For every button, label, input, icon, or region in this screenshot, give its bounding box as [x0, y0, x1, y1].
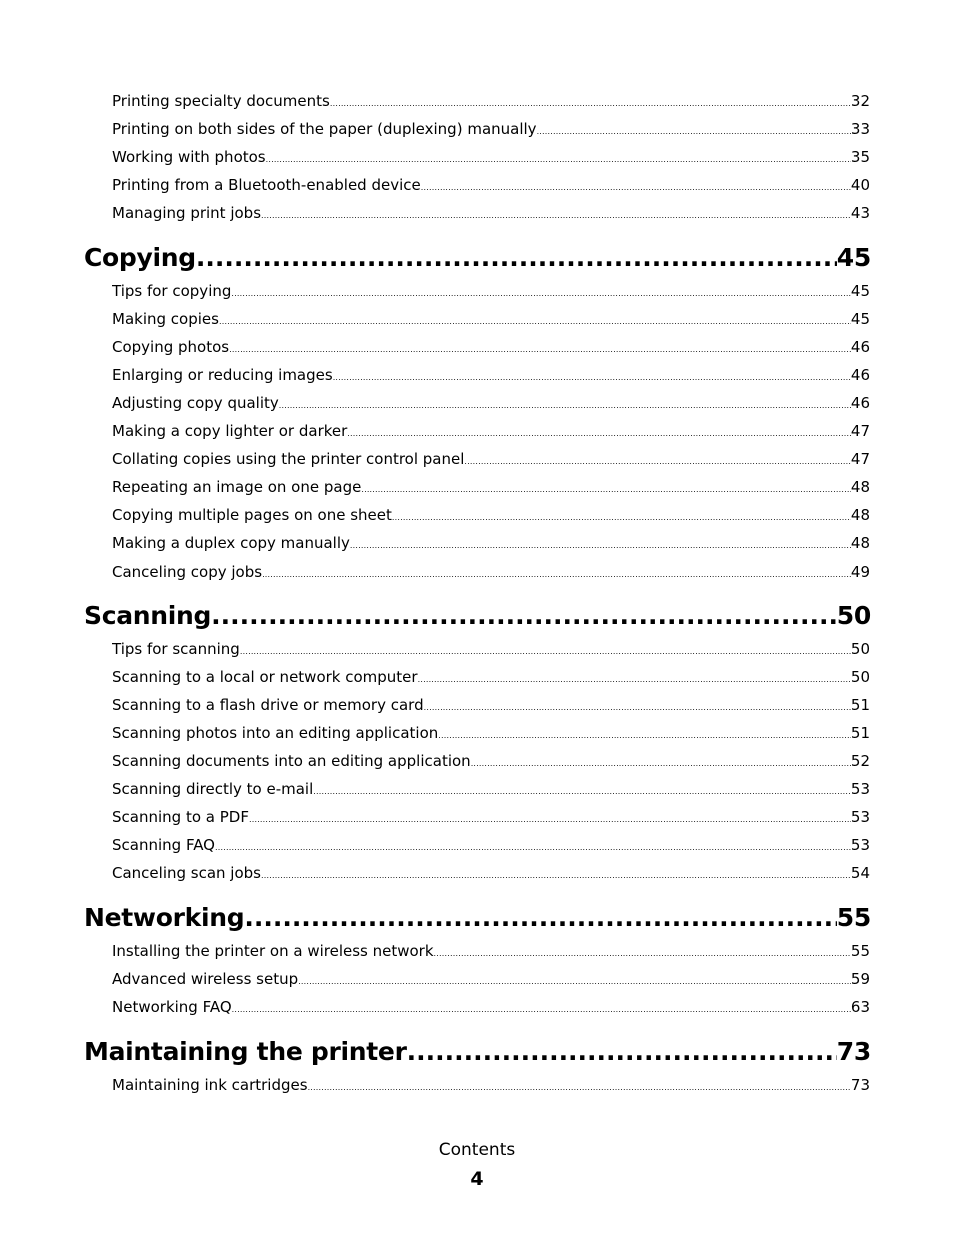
- toc-entry-title: Copying photos: [112, 338, 230, 356]
- toc-entry-page: 50: [850, 668, 870, 686]
- toc-leader-dots: [333, 367, 851, 386]
- toc-leader-dots: [464, 451, 851, 470]
- toc-entry[interactable]: [112, 666, 870, 688]
- toc-entry-page: 48: [850, 506, 870, 524]
- toc-entry-page: 59: [850, 970, 870, 988]
- toc-entry-page: 49: [850, 563, 870, 581]
- toc-entry[interactable]: [112, 638, 870, 660]
- toc-entry-title: Scanning to a flash drive or memory card: [112, 696, 424, 714]
- toc-entry-title: Printing from a Bluetooth-enabled device: [112, 176, 421, 194]
- toc-entry[interactable]: [112, 280, 870, 302]
- toc-entry-title: Making copies: [112, 310, 219, 328]
- toc-entry-title: Copying multiple pages on one sheet: [112, 506, 392, 524]
- toc-entry[interactable]: [112, 504, 870, 526]
- toc-leader-dots: [266, 149, 851, 168]
- toc-section-title: Copying: [84, 243, 196, 272]
- toc-section-page: 45: [836, 243, 871, 272]
- toc-entry-page: 46: [850, 394, 870, 412]
- toc-leader-dots: [244, 901, 836, 935]
- toc-entry-title: Scanning to a local or network computer: [112, 668, 418, 686]
- toc-entry-page: 50: [850, 640, 870, 658]
- toc-entry-page: 53: [850, 808, 870, 826]
- toc-entry-page: 54: [850, 864, 870, 882]
- toc-entry-title: Scanning photos into an editing application: [112, 724, 439, 742]
- toc-entry-page: 33: [850, 120, 870, 138]
- toc-entry-title: Collating copies using the printer control panel: [112, 450, 465, 468]
- toc-entry[interactable]: [112, 476, 870, 498]
- toc-entry-page: 35: [850, 148, 870, 166]
- toc-entry-page: 47: [850, 450, 870, 468]
- toc-leader-dots: [298, 971, 851, 990]
- toc-section-maintaining-the-printer[interactable]: [84, 1035, 871, 1069]
- footer-page-number: 4: [470, 1168, 484, 1190]
- toc-entry-page: 51: [850, 696, 870, 714]
- toc-leader-dots: [196, 241, 837, 275]
- toc-entry[interactable]: [112, 90, 870, 112]
- toc-leader-dots: [537, 121, 851, 140]
- toc-entry-page: 43: [850, 204, 870, 222]
- toc-leader-dots: [308, 1077, 851, 1096]
- toc-leader-dots: [313, 781, 851, 800]
- toc-entry[interactable]: [112, 420, 870, 442]
- toc-section-networking[interactable]: [84, 901, 871, 935]
- toc-entry-title: Printing on both sides of the paper (duplexing) manually: [112, 120, 537, 138]
- toc-section-scanning[interactable]: [84, 599, 871, 633]
- toc-leader-dots: [330, 93, 851, 112]
- toc-entry-title: Making a duplex copy manually: [112, 534, 350, 552]
- toc-entry-page: 55: [850, 942, 870, 960]
- toc-entry[interactable]: [112, 336, 870, 358]
- toc-entry-page: 53: [850, 836, 870, 854]
- footer-section-label: Contents: [438, 1140, 516, 1160]
- toc-entry-title: Making a copy lighter or darker: [112, 422, 348, 440]
- toc-entry-title: Tips for copying: [112, 282, 232, 300]
- toc-section-title: Networking: [84, 903, 245, 932]
- toc-leader-dots: [350, 535, 851, 554]
- toc-leader-dots: [424, 697, 851, 716]
- toc-leader-dots: [279, 395, 851, 414]
- toc-leader-dots: [361, 479, 851, 498]
- toc-entry-page: 63: [850, 998, 870, 1016]
- toc-entry-title: Canceling copy jobs: [112, 563, 263, 581]
- toc-leader-dots: [421, 177, 851, 196]
- toc-entry[interactable]: [112, 722, 870, 744]
- toc-leader-dots: [392, 507, 851, 526]
- toc-entry[interactable]: [112, 694, 870, 716]
- toc-entry-title: Scanning FAQ: [112, 836, 215, 854]
- toc-leader-dots: [418, 669, 851, 688]
- toc-leader-dots: [262, 564, 851, 583]
- toc-entry[interactable]: [112, 146, 870, 168]
- toc-entry-page: 45: [850, 282, 870, 300]
- toc-entry-title: Managing print jobs: [112, 204, 262, 222]
- toc-leader-dots: [249, 809, 851, 828]
- toc-leader-dots: [215, 837, 851, 856]
- toc-entry-title: Maintaining ink cartridges: [112, 1076, 308, 1094]
- toc-entry-title: Enlarging or reducing images: [112, 366, 333, 384]
- toc-entry[interactable]: [112, 778, 870, 800]
- toc-entry[interactable]: [112, 448, 870, 470]
- toc-entry-page: 47: [850, 422, 870, 440]
- toc-entry-title: Scanning to a PDF: [112, 808, 249, 826]
- toc-entry-title: Advanced wireless setup: [112, 970, 299, 988]
- toc-entry[interactable]: [112, 174, 870, 196]
- toc-leader-dots: [434, 943, 851, 962]
- toc-entry-page: 46: [850, 366, 870, 384]
- toc-entry-page: 73: [850, 1076, 870, 1094]
- toc-entry[interactable]: [112, 806, 870, 828]
- toc-section-title: Maintaining the printer: [84, 1037, 407, 1066]
- toc-leader-dots: [438, 725, 851, 744]
- toc-leader-dots: [471, 753, 851, 772]
- toc-section-page: 73: [836, 1037, 871, 1066]
- toc-entry-title: Networking FAQ: [112, 998, 232, 1016]
- toc-entry-page: 46: [850, 338, 870, 356]
- toc-leader-dots: [229, 339, 851, 358]
- toc-leader-dots: [347, 423, 851, 442]
- toc-entry-page: 53: [850, 780, 870, 798]
- toc-entry-title: Working with photos: [112, 148, 266, 166]
- toc-entry[interactable]: [112, 118, 870, 140]
- toc-entry-page: 51: [850, 724, 870, 742]
- toc-entry[interactable]: [112, 862, 870, 884]
- toc-entry-title: Scanning directly to e-mail: [112, 780, 314, 798]
- toc-entry-page: 32: [850, 92, 870, 110]
- toc-entry-page: 48: [850, 478, 870, 496]
- toc-entry[interactable]: [112, 834, 870, 856]
- toc-entry[interactable]: [112, 532, 870, 554]
- toc-entry-title: Installing the printer on a wireless network: [112, 942, 434, 960]
- toc-entry[interactable]: [112, 996, 870, 1018]
- toc-entry-title: Repeating an image on one page: [112, 478, 362, 496]
- toc-entry-page: 48: [850, 534, 870, 552]
- toc-entry-page: 40: [850, 176, 870, 194]
- toc-section-title: Scanning: [84, 601, 212, 630]
- toc-entry-title: Scanning documents into an editing application: [112, 752, 471, 770]
- toc-entry-title: Canceling scan jobs: [112, 864, 261, 882]
- toc-leader-dots: [261, 865, 851, 884]
- toc-entry[interactable]: [112, 392, 870, 414]
- toc-entry[interactable]: [112, 364, 870, 386]
- toc-entry[interactable]: [112, 1074, 870, 1096]
- toc-entry[interactable]: [112, 968, 870, 990]
- toc-leader-dots: [211, 599, 837, 633]
- toc-entry-page: 52: [850, 752, 870, 770]
- toc-leader-dots: [261, 205, 851, 224]
- toc-leader-dots: [232, 999, 851, 1018]
- toc-entry-title: Tips for scanning: [112, 640, 240, 658]
- toc-entry[interactable]: [112, 561, 870, 583]
- toc-leader-dots: [219, 311, 851, 330]
- toc-entry[interactable]: [112, 940, 870, 962]
- toc-leader-dots: [231, 283, 851, 302]
- toc-entry[interactable]: [112, 308, 870, 330]
- toc-section-copying[interactable]: [84, 241, 871, 275]
- toc-entry-title: Adjusting copy quality: [112, 394, 279, 412]
- toc-entry[interactable]: [112, 750, 870, 772]
- toc-section-page: 55: [836, 903, 871, 932]
- toc-leader-dots: [240, 641, 851, 660]
- toc-entry-title: Printing specialty documents: [112, 92, 330, 110]
- toc-leader-dots: [407, 1035, 837, 1069]
- toc-section-page: 50: [836, 601, 871, 630]
- toc-entry[interactable]: [112, 202, 870, 224]
- toc-entry-page: 45: [850, 310, 870, 328]
